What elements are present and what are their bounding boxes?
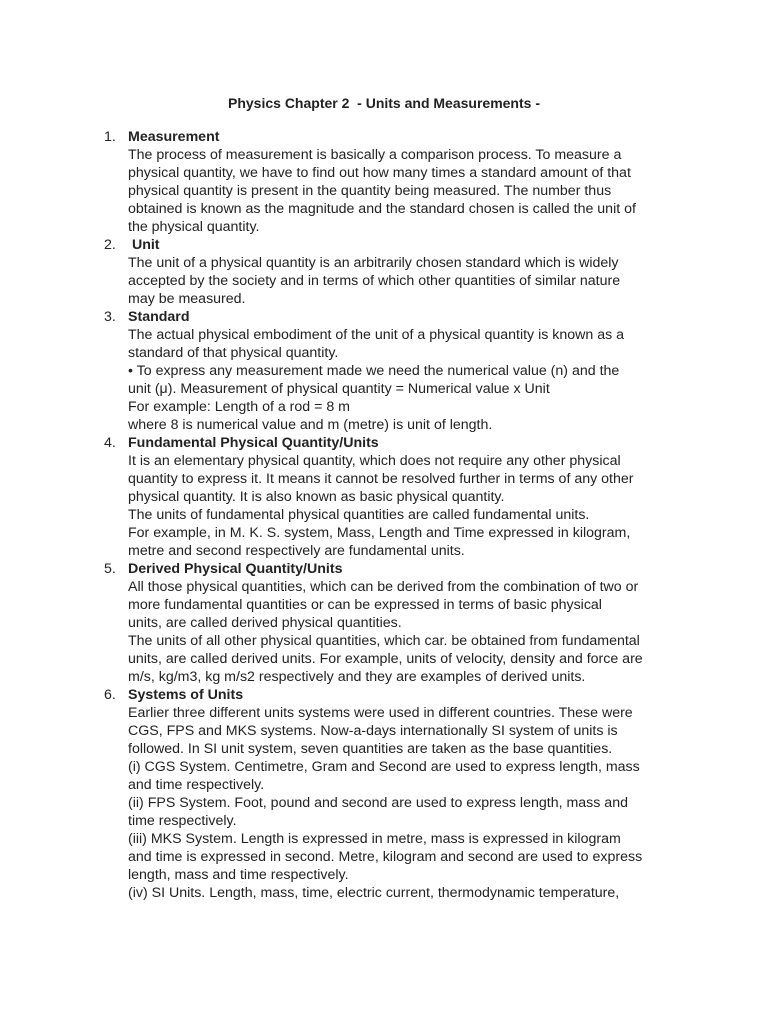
section-text-line: It is an elementary physical quantity, which does not require any other physical: [128, 453, 621, 469]
section-heading: Derived Physical Quantity/Units: [128, 561, 343, 577]
section-item: [104, 236, 684, 308]
section-number: 3.: [104, 309, 116, 325]
section-number: 5.: [104, 561, 116, 577]
section-number: 4.: [104, 435, 116, 451]
section-text-line: physical quantity, we have to find out how many times a standard amount of that: [128, 165, 631, 181]
document-title: Physics Chapter 2 - Units and Measurements -: [228, 95, 540, 111]
section-text-line: quantity to express it. It means it cannot be resolved further in terms of any other: [128, 471, 634, 487]
section-item: [104, 686, 684, 902]
section-text-line: The unit of a physical quantity is an arbitrarily chosen standard which is widely: [128, 255, 619, 271]
section-text-line: and time respectively.: [128, 777, 265, 793]
section-text-line: unit (μ). Measurement of physical quantity = Numerical value x Unit: [128, 381, 550, 397]
section-text-line: more fundamental quantities or can be expressed in terms of basic physical: [128, 597, 602, 613]
section-text-line: obtained is known as the magnitude and the standard chosen is called the unit of: [128, 201, 636, 217]
section-heading: Fundamental Physical Quantity/Units: [128, 435, 379, 451]
section-text-line: and time is expressed in second. Metre, kilogram and second are used to express: [128, 849, 643, 865]
section-heading: Standard: [128, 309, 190, 325]
section-heading: Measurement: [128, 129, 220, 145]
section-text-line: standard of that physical quantity.: [128, 345, 339, 361]
section-text-line: All those physical quantities, which can be derived from the combination of two or: [128, 579, 639, 595]
section-text-line: accepted by the society and in terms of which other quantities of similar nature: [128, 273, 621, 289]
section-text-line: For example, in M. K. S. system, Mass, Length and Time expressed in kilogram,: [128, 525, 631, 541]
section-text-line: The units of fundamental physical quantities are called fundamental units.: [128, 507, 590, 523]
sections-list: [104, 128, 684, 902]
section-text-line: where 8 is numerical value and m (metre) is unit of length.: [128, 417, 493, 433]
section-item: [104, 308, 684, 434]
section-item: [104, 434, 684, 560]
section-text-line: (i) CGS System. Centimetre, Gram and Second are used to express length, mass: [128, 759, 640, 775]
section-text-line: For example: Length of a rod = 8 m: [128, 399, 350, 415]
section-item: [104, 560, 684, 686]
section-text-line: (iii) MKS System. Length is expressed in metre, mass is expressed in kilogram: [128, 831, 621, 847]
section-text-line: physical quantity is present in the quantity being measured. The number thus: [128, 183, 612, 199]
section-heading: Systems of Units: [128, 687, 244, 703]
section-text-line: physical quantity. It is also known as basic physical quantity.: [128, 489, 505, 505]
section-text-line: (iv) SI Units. Length, mass, time, electric current, thermodynamic temperature,: [128, 885, 620, 901]
section-text-line: length, mass and time respectively.: [128, 867, 349, 883]
section-text-line: metre and second respectively are fundamental units.: [128, 543, 465, 559]
section-heading: Unit: [128, 237, 160, 253]
section-text-line: m/s, kg/m3, kg m/s2 respectively and they are examples of derived units.: [128, 669, 586, 685]
section-text-line: • To express any measurement made we need the numerical value (n) and the: [128, 363, 620, 379]
section-text-line: the physical quantity.: [128, 219, 260, 235]
section-item: [104, 128, 684, 236]
section-text-line: CGS, FPS and MKS systems. Now-a-days internationally SI system of units is: [128, 723, 618, 739]
section-text-line: followed. In SI unit system, seven quantities are taken as the base quantities.: [128, 741, 613, 757]
section-text-line: The actual physical embodiment of the unit of a physical quantity is known as a: [128, 327, 625, 343]
section-text-line: The units of all other physical quantities, which car. be obtained from fundamental: [128, 633, 640, 649]
section-number: 2.: [104, 237, 116, 253]
section-text-line: The process of measurement is basically a comparison process. To measure a: [128, 147, 622, 163]
section-text-line: units, are called derived physical quantities.: [128, 615, 402, 631]
section-text-line: may be measured.: [128, 291, 246, 307]
section-text-line: Earlier three different units systems were used in different countries. These were: [128, 705, 633, 721]
section-text-line: units, are called derived units. For example, units of velocity, density and force are: [128, 651, 643, 667]
section-number: 1.: [104, 129, 116, 145]
section-text-line: time respectively.: [128, 813, 237, 829]
section-number: 6.: [104, 687, 116, 703]
section-text-line: (ii) FPS System. Foot, pound and second are used to express length, mass and: [128, 795, 628, 811]
